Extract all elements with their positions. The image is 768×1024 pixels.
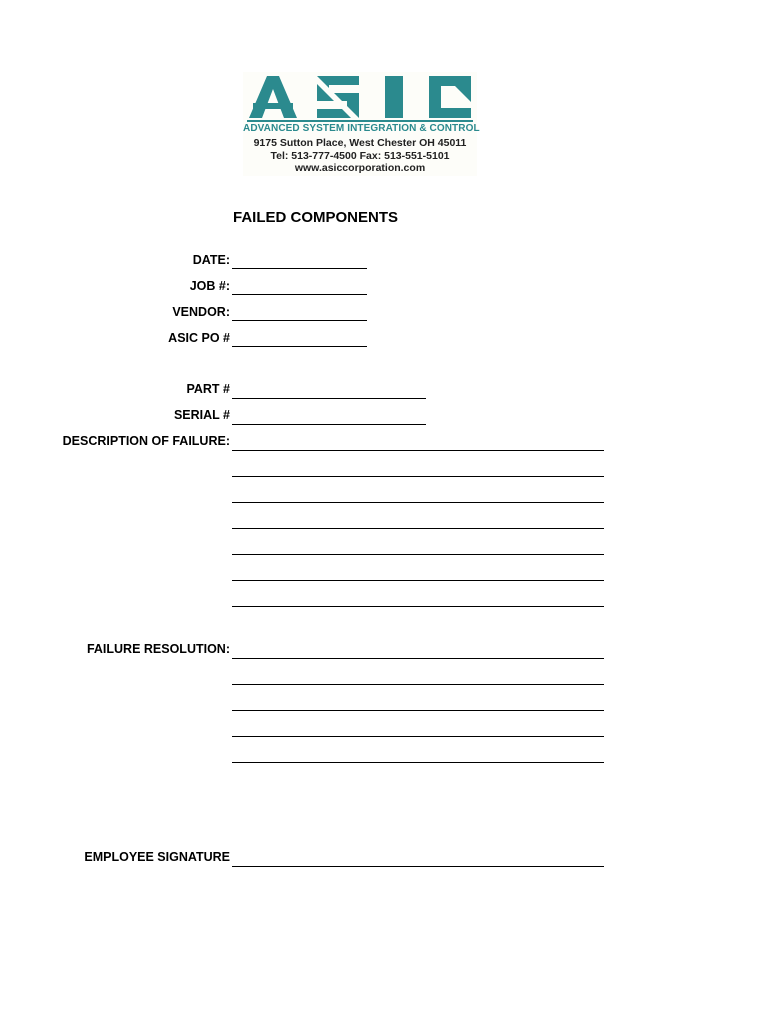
form-title: FAILED COMPONENTS	[233, 209, 399, 226]
logo-website: www.asiccorporation.com	[294, 162, 426, 174]
signature-field[interactable]	[232, 866, 604, 867]
logo-tagline: ADVANCED SYSTEM INTEGRATION & CONTROL	[243, 123, 480, 134]
po-label: ASIC PO #	[168, 331, 230, 345]
resolution-line[interactable]	[232, 658, 604, 659]
po-field[interactable]	[232, 346, 367, 347]
date-field[interactable]	[232, 268, 367, 269]
vendor-field[interactable]	[232, 320, 367, 321]
resolution-line[interactable]	[232, 684, 604, 685]
description-line[interactable]	[232, 580, 604, 581]
logo-address: 9175 Sutton Place, West Chester OH 45011	[253, 137, 467, 149]
serial-label: SERIAL #	[173, 408, 230, 422]
resolution-line[interactable]	[232, 710, 604, 711]
company-logo	[243, 72, 480, 176]
date-label: DATE:	[192, 253, 230, 267]
job-field[interactable]	[232, 294, 367, 295]
job-label: JOB #:	[189, 279, 230, 293]
description-line[interactable]	[232, 476, 604, 477]
vendor-label: VENDOR:	[172, 305, 230, 319]
description-line[interactable]	[232, 450, 604, 451]
description-line[interactable]	[232, 606, 604, 607]
description-line[interactable]	[232, 528, 604, 529]
description-line[interactable]	[232, 502, 604, 503]
part-label: PART #	[186, 382, 230, 396]
resolution-line[interactable]	[232, 762, 604, 763]
resolution-line[interactable]	[232, 736, 604, 737]
description-line[interactable]	[232, 554, 604, 555]
resolution-label: FAILURE RESOLUTION:	[86, 642, 230, 656]
logo-phone: Tel: 513-777-4500 Fax: 513-551-5101	[270, 150, 450, 162]
part-field[interactable]	[232, 398, 426, 399]
asic-logo-icon	[243, 72, 477, 122]
serial-field[interactable]	[232, 424, 426, 425]
signature-label: EMPLOYEE SIGNATURE	[84, 850, 230, 864]
description-label: DESCRIPTION OF FAILURE:	[62, 434, 230, 448]
